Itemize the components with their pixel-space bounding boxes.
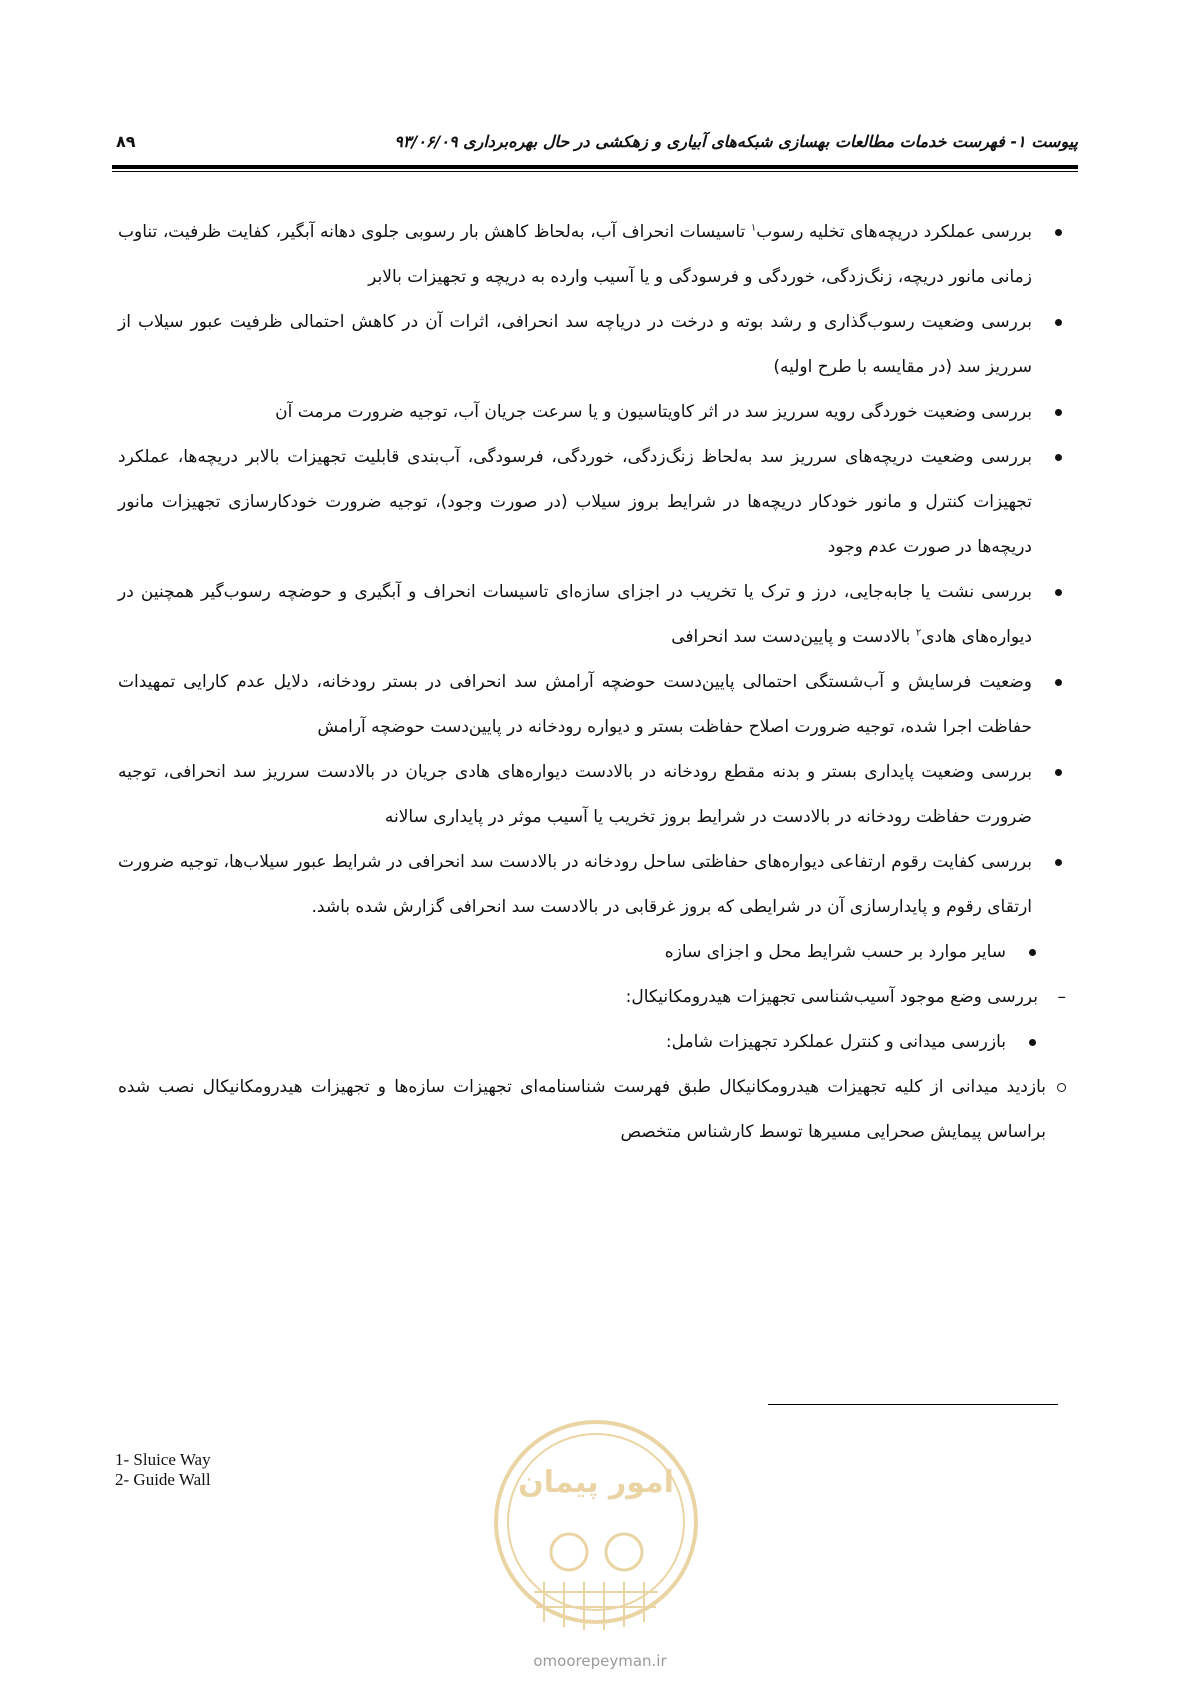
list-item: بررسی وضعیت دریچه‌های سرریز سد به‌لحاظ زنگ‌زدگی، خوردگی، فرسودگی، آب‌بندی قابلیت تجهیزات بالابر دریچه‌ها، عملکرد تجهیزات کنترل و مانور خودکار دریچه‌ها در شرایط بروز سیلاب (در صورت وجود)، توجیه ضرورت خودکارسازی تجهیزات مانور دریچه‌ها در صورت عدم وجود [118,435,1068,570]
footnote-rule [768,1404,1058,1405]
page-number: ۸۹ [116,132,136,151]
footnote-2: 2- Guide Wall [115,1470,211,1489]
page-header [112,128,1078,156]
list-item: بازرسی میدانی و کنترل عملکرد تجهیزات شامل: [118,1020,1042,1065]
body-content [118,210,1068,1155]
list-item: سایر موارد بر حسب شرایط محل و اجزای سازه [118,930,1042,975]
sub-list-item: بازدید میدانی از کلیه تجهیزات هیدرومکانیکال طبق فهرست شناسنامه‌ای تجهیزات سازه‌ها و تجهیزات هیدرومکانیکال نصب شده براساس پیمایش صحرایی مسیرها توسط کارشناس متخصص [118,1065,1068,1155]
header-rule-thick [112,165,1078,169]
watermark-logo-text: امور پیمان [518,1465,674,1500]
list-item: بررسی وضعیت رسوب‌گذاری و رشد بوته و درخت در دریاچه سد انحرافی، اثرات آن در کاهش احتمالی ظرفیت عبور سیلاب از سرریز سد (در مقایسه با طرح اولیه) [118,300,1068,390]
watermark-logo-icon [474,1412,718,1652]
header-rule-thin [112,171,1078,172]
footnotes [115,1450,211,1490]
list-item: بررسی وضعیت خوردگی رویه سرریز سد در اثر کاویتاسیون و یا سرعت جریان آب، توجیه ضرورت مرمت آن [118,390,1068,435]
list-item: بررسی وضعیت پایداری بستر و بدنه مقطع رودخانه در بالادست دیواره‌های هادی جریان در بالادست سرریز سد انحرافی، توجیه ضرورت حفاظت رودخانه در بالادست در شرایط بروز تخریب یا آسیب موثر در پایداری سالانه [118,750,1068,840]
running-title: پیوست ۱- فهرست خدمات مطالعات بهسازی شبکه‌های آبیاری و زهکشی در حال بهره‌برداری ۹۳/۰۶/۰۹ [394,132,1078,151]
footnote-1: 1- Sluice Way [115,1450,211,1469]
list-item: وضعیت فرسایش و آب‌شستگی احتمالی پایین‌دست حوضچه آرامش سد انحرافی در بستر رودخانه، دلایل عدم کارایی تمهیدات حفاظت اجرا شده، توجیه ضرورت اصلاح حفاظت بستر و دیواره رودخانه در پایین‌دست حوضچه آرامش [118,660,1068,750]
section-heading: – بررسی وضع موجود آسیب‌شناسی تجهیزات هیدرومکانیکال: [118,975,1084,1020]
list-item: بررسی نشت یا جابه‌جایی، درز و ترک یا تخریب در اجزای سازه‌ای تاسیسات انحراف و آبگیری و حوضچه رسوب‌گیر همچنین در دیواره‌های هادی$^۲$ بالادست و پایین‌دست سد انحرافی [118,570,1068,660]
list-item: بررسی کفایت رقوم ارتفاعی دیواره‌های حفاظتی ساحل رودخانه در بالادست سد انحرافی در شرایط عبور سیلاب‌ها، توجیه ضرورت ارتقای رقوم و پایدارسازی آن در شرایطی که بروز غرقابی در بالادست سد انحرافی گزارش شده باشد. [118,840,1068,930]
list-item: بررسی عملکرد دریچه‌های تخلیه رسوب$^۱$ تاسیسات انحراف آب، به‌لحاظ کاهش بار رسوبی جلوی دهانه آبگیر، کفایت ظرفیت، تناوب زمانی مانور دریچه، زنگ‌زدگی، خوردگی و فرسودگی و یا آسیب وارده به دریچه و تجهیزات بالابر [118,210,1068,300]
watermark-site: omoorepeyman.ir [533,1652,667,1670]
